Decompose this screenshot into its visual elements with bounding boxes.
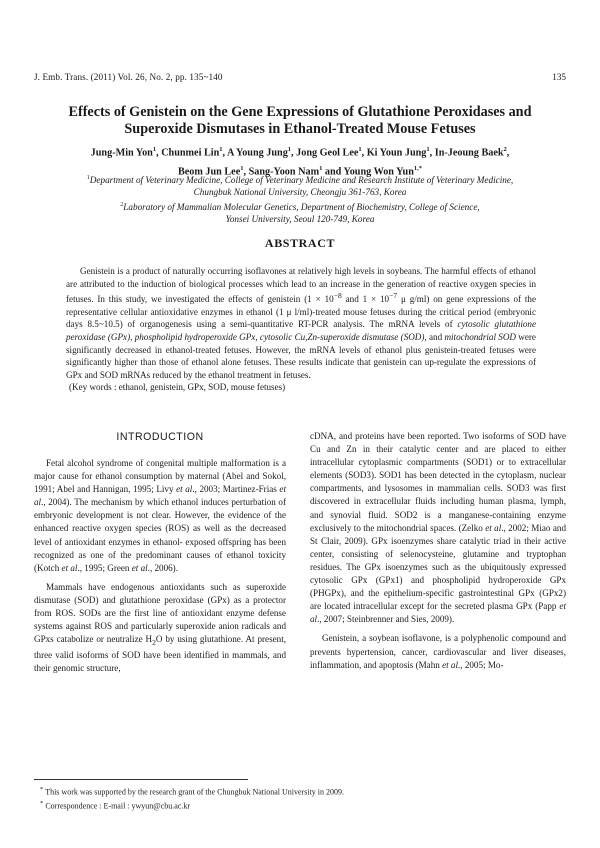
author-affil-sup: 1 — [240, 165, 244, 173]
page-number: 135 — [552, 72, 566, 82]
etal-text: et al — [310, 601, 566, 625]
author-affil-sup: 1 — [219, 146, 223, 153]
right-column — [310, 430, 566, 678]
footnote-text: Correspondence : E-mail : ywyun@cbu.ac.kr — [45, 801, 190, 811]
author-name: Beom Jun Lee — [177, 166, 241, 178]
author-name: Jung-Min Yon — [90, 147, 153, 159]
etal-text: et al — [485, 522, 502, 533]
abstract-text: and 1 × 10 — [341, 294, 390, 305]
author-name: Young Won Yun — [343, 166, 414, 178]
intro-paragraph-2 — [34, 581, 286, 675]
body-text: cDNA, and proteins have been reported. Two isoforms of SOD have Cu and Zn in their catalytic center and are placed to either intracellular cytoplasmic compartments (SOD1) or to extracellular elements (SOD3). SOD1 has been detected in the cytoplasm, nuclear compartments, and lysosomes in mammalian cells. SOD3 was first discovered in extracellular fluids including human plasma, lymph, and synovial fluid. SOD2 is a manganese-containing enzyme exclusively to the mitochondrial spaces. (Zelko — [310, 431, 566, 533]
author-name: Sang-Yoon Nam — [248, 166, 320, 178]
title-line-1: Effects of Genistein on the Gene Expressions of Glutathione Peroxidases and — [68, 104, 532, 120]
exponent: −7 — [389, 291, 398, 301]
author-affil-sup: 1,* — [413, 165, 423, 173]
etal-text: et al — [176, 484, 193, 495]
footnote-mark: * — [40, 786, 44, 793]
body-text: Fetal alcohol syndrome of congenital multiple malformation is a major cause for ethanol consumption by maternal (Abel and Sokol, 1991; Abel and Hannigan, 1995; Livy — [34, 458, 286, 495]
author-line-1: Jung-Min Yon$^1$, Chunmei Lin$^1$, A Young Jung$^1$, Jong Geol Lee$^1$, Ki Youn Jung$^1$, In-Jeoung Baek$^2$, — [90, 146, 510, 159]
body-text: ., 1995; Green — [77, 562, 132, 573]
body-text: ., 2004). The mechanism by which ethanol induces perturbation of embryonic development is not clear. However, the evidence of the enhanced reactive oxygen species (ROS) as well as the decreased level of antioxidant enzymes in ethanol- exposed offspring has been recognized as one of the predominant causes of ethanol toxicity (Kotch — [34, 497, 286, 573]
etal-text: et al — [61, 562, 78, 573]
affiliations — [30, 172, 570, 226]
body-text: ., 2002; Miao and St Clair, 2009). GPx isoenzymes share catalytic triad in their active center, consisting of selenocysteine, glutamine and tryptophan residues. The GPx isoenzymes such as the ubiquitously expressed cytosolic GPx (GPx1) and phospholipid hydroperoxide GPx (PHGPx), and the epithelium-specific gastrointestinal GPx (GPx2) are located intracellular except for the secreted plasma GPx (Papp — [310, 522, 566, 612]
subscript: 2 — [152, 638, 156, 648]
author-name: In-Jeoung Baek — [434, 147, 504, 159]
introduction-heading: INTRODUCTION — [116, 431, 204, 443]
author-name: A Young Jung — [227, 147, 288, 159]
body-text: Mammals have endogenous antioxidants such as superoxide dismutase (SOD) and glutathione peroxidase (GPx) as a protector from ROS. SODs are the first line of antioxidant enzyme defense systems against ROS and particularly superoxide anion radicals and GPxs catabolize or neutralize H — [34, 581, 286, 645]
etal-text: et al — [131, 562, 148, 573]
journal-citation: J. Emb. Trans. (2011) Vol. 26, No. 2, pp. 135~140 — [34, 72, 223, 82]
title-line-2: Superoxide Dismutases in Ethanol-Treated Mouse Fetuses — [124, 121, 476, 137]
affiliation-2-line-1 — [30, 199, 570, 213]
footnotes — [40, 784, 440, 812]
abstract-body — [66, 265, 536, 394]
affiliation-1-line-1 — [30, 172, 570, 186]
intro-paragraph-1 — [34, 457, 286, 575]
abstract-text: were significantly decreased in ethanol-treated fetuses. However, the mRNA levels of ethanol plus genistein-treated fetuses were significantly higher than those of ethanol alone fetuses. These results indicate that genistein can up-regulate the expressions of GPx and SOD mRNAs reduced by the ethanol treatment in fetuses. — [66, 332, 536, 380]
affiliation-sup: 1 — [86, 175, 90, 181]
author-and: and — [324, 166, 342, 178]
abstract-italic-text: mitochondrial SOD — [444, 332, 516, 342]
footnote-rule — [34, 779, 248, 780]
abstract-heading: ABSTRACT — [264, 236, 336, 250]
author-affil-sup: 1 — [287, 146, 292, 153]
body-text: ., 2007; Steinbrenner and Sies, 2009). — [317, 614, 455, 625]
etal-text: et al — [442, 659, 459, 670]
intro-paragraph-3 — [310, 632, 566, 671]
body-text: ., 2003; Martinez-Frias — [192, 484, 280, 495]
footnote-funding — [40, 784, 440, 798]
body-text: by using glutathione. At present, three valid isoforms of SOD have been identified in mammals, and their genomic structure, — [34, 634, 286, 674]
abstract-text: , and — [424, 332, 445, 342]
keywords: (Key words : ethanol, genistein, GPx, SOD, mouse fetuses) — [69, 382, 286, 393]
abstract-text: Genistein is a product of naturally occurring isoflavones at relatively high levels in soybeans. The harmful effects of ethanol are attributed to the induction of biological processes which lead to an increase in the generation of reactive oxygen species in fetuses. In this study, we investigated the effects of genistein (1 × 10 — [66, 266, 536, 305]
running-header — [34, 72, 566, 86]
body-text: ., 2006). — [147, 562, 178, 573]
footnote-correspondence — [40, 798, 440, 812]
footnote-text: This work was supported by the research grant of the Chungbuk National University in 2009. — [45, 787, 345, 797]
abstract-paragraph — [66, 265, 536, 381]
affiliation-sup: 2 — [120, 201, 124, 208]
author-affil-sup: 2 — [503, 146, 507, 153]
abstract-italic-text: cytosolic glutathione peroxidase (GPx), phospholipid hydroperoxide GPx, cytosolic Cu,Zn-superoxide dismutase (SOD) — [66, 319, 536, 342]
body-text: Genistein, a soybean isoflavone, is a polyphenolic compound and prevents hypertension, cancer, cardiovascular and liver diseases, inflammation, and apoptosis (Mahn — [310, 633, 566, 670]
author-affil-sup: 1 — [152, 146, 157, 153]
affiliation-1-line-2: Chungbuk National University, Cheongju 361-763, Korea — [193, 187, 407, 198]
paper-title — [30, 104, 570, 138]
affiliation-text: Laboratory of Mammalian Molecular Genetics, Department of Biochemistry, College of Science, — [123, 201, 480, 212]
footnote-mark: * — [40, 800, 44, 808]
affiliation-2-line-2: Yonsei University, Seoul 120-749, Korea — [225, 214, 375, 225]
body-text: ., 2005; Mo- — [458, 659, 504, 670]
exponent: −8 — [333, 291, 342, 301]
left-column — [34, 430, 286, 681]
affiliation-text: Department of Veterinary Medicine, College of Veterinary Medicine and Research Institute of Veterinary Medicine, — [89, 175, 514, 186]
abstract-text: μ g/ml) on gene expressions of the representative cellular antioxidative enzymes in ethanol (1 μ l/ml)-treated mouse fetuses during the critical period (embryonic days 8.5~10.5) of organogenesis using a semi-quantitative RT-PCR analysis. The mRNA levels of — [66, 294, 536, 330]
author-line-2: Beom Jun Lee$^1$, Sang-Yoon Nam$^1$ and Young Won Yun$^{1,*}$ — [177, 165, 423, 178]
author-name: Ki Youn Jung — [366, 147, 427, 159]
author-affil-sup: 1 — [358, 146, 362, 153]
etal-text: et al — [34, 484, 286, 508]
author-affil-sup: 1 — [319, 165, 323, 173]
intro-paragraph-2-cont — [310, 430, 566, 626]
author-name: Jong Geol Lee — [296, 147, 359, 159]
author-name: Chunmei Lin — [161, 147, 220, 159]
author-affil-sup: 1 — [426, 146, 430, 153]
body-text: O — [155, 634, 163, 645]
